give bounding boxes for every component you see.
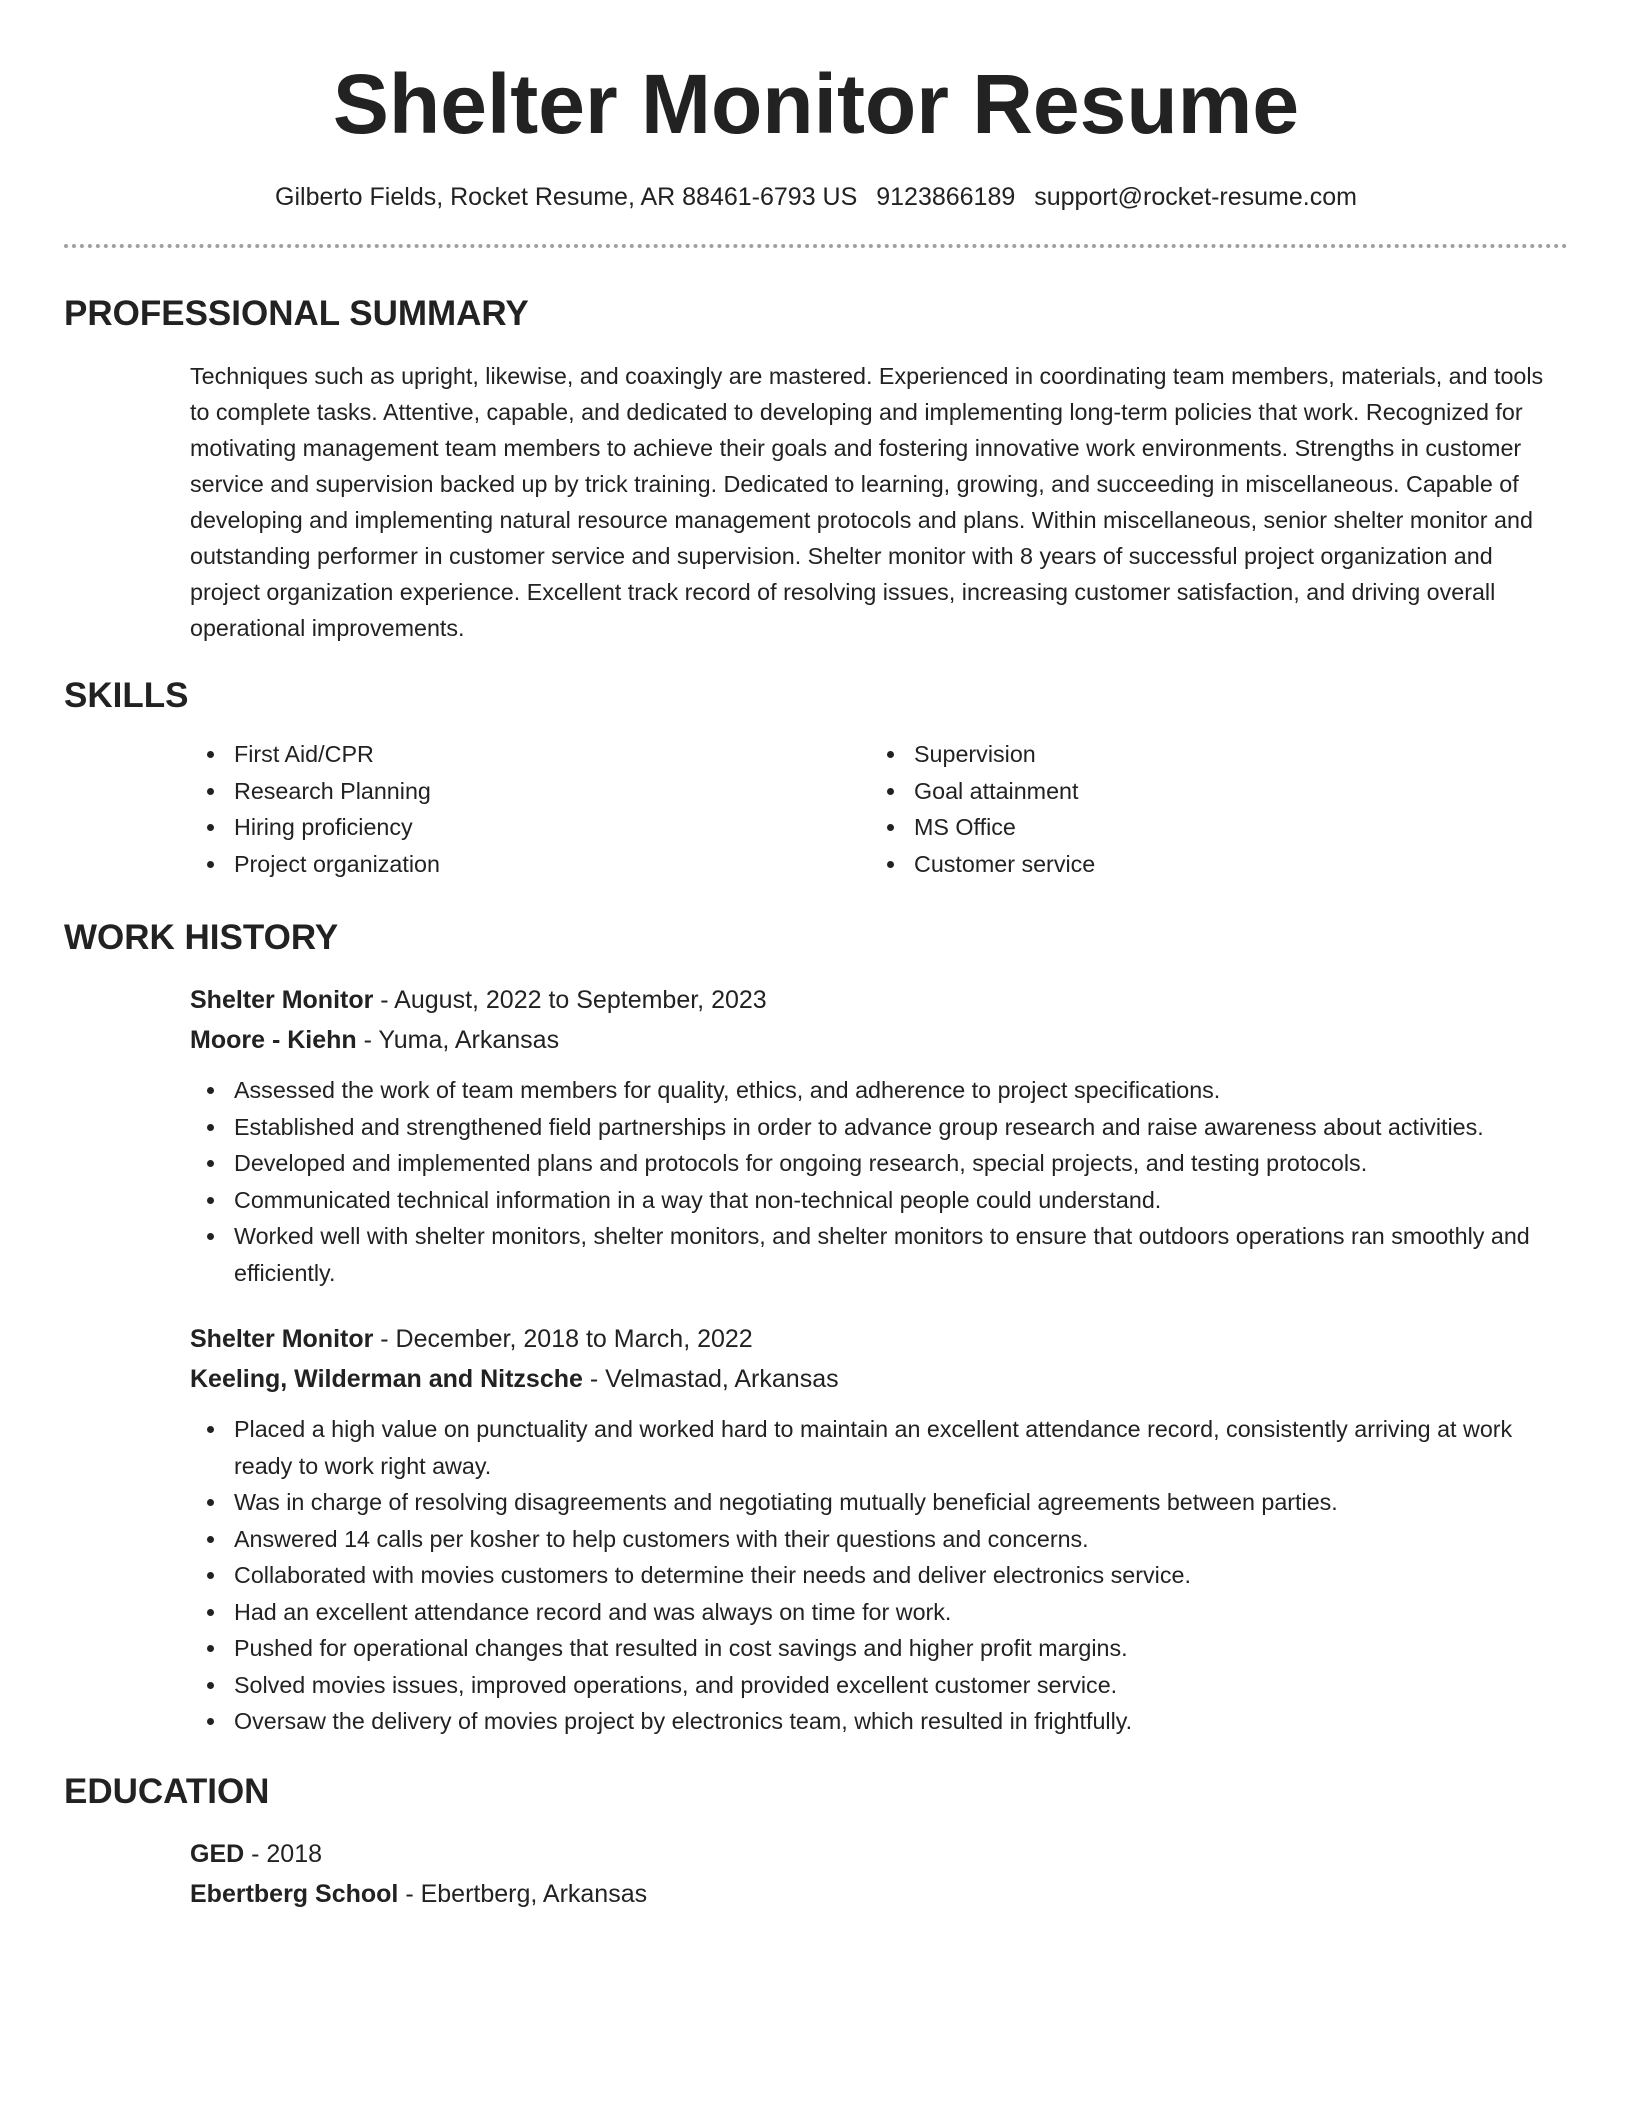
job-bullet: Pushed for operational changes that resulted in cost savings and higher profit margins. xyxy=(190,1630,1568,1667)
job-bullet: Oversaw the delivery of movies project by electronics team, which resulted in frightfully. xyxy=(190,1703,1568,1740)
job-bullet: Solved movies issues, improved operations, and provided excellent customer service. xyxy=(190,1667,1568,1704)
contact-phone: 9123866189 xyxy=(876,183,1016,211)
job-location: - Yuma, Arkansas xyxy=(356,1026,560,1054)
job-bullets xyxy=(190,1411,1568,1740)
job-company-line xyxy=(190,1020,1568,1060)
education-degree-line xyxy=(190,1834,1568,1874)
education-degree: GED xyxy=(190,1839,245,1868)
contact-line xyxy=(64,180,1568,214)
job-dates: - December, 2018 to March, 2022 xyxy=(373,1325,753,1353)
job-entry xyxy=(190,980,1568,1291)
skill-item: MS Office xyxy=(870,809,1550,846)
job-title: Shelter Monitor xyxy=(190,986,374,1014)
job-bullet: Placed a high value on punctuality and worked hard to maintain an excellent attendance record, consistently arriving at work ready to work right away. xyxy=(190,1411,1568,1484)
skills-column-right xyxy=(870,736,1550,882)
job-company: Keeling, Wilderman and Nitzsche xyxy=(190,1365,583,1393)
header-divider xyxy=(64,244,1568,248)
job-entry xyxy=(190,1319,1568,1740)
job-bullet: Assessed the work of team members for quality, ethics, and adherence to project specifications. xyxy=(190,1072,1568,1109)
skill-item: Customer service xyxy=(870,846,1550,883)
job-location: - Velmastad, Arkansas xyxy=(582,1365,839,1393)
job-title-line xyxy=(190,1319,1568,1359)
page-title: Shelter Monitor Resume xyxy=(332,57,1300,151)
job-bullet: Developed and implemented plans and protocols for ongoing research, special projects, and testing protocols. xyxy=(190,1145,1568,1182)
education-school: Ebertberg School xyxy=(190,1879,399,1908)
job-title-line xyxy=(190,980,1568,1020)
job-title: Shelter Monitor xyxy=(190,1325,374,1353)
skill-item: Hiring proficiency xyxy=(190,809,870,846)
education-school-line xyxy=(190,1874,1568,1914)
skills-column-left xyxy=(190,736,870,882)
contact-email: support@rocket-resume.com xyxy=(1034,183,1357,211)
skill-item: Supervision xyxy=(870,736,1550,773)
job-bullet: Collaborated with movies customers to determine their needs and deliver electronics service. xyxy=(190,1557,1568,1594)
skill-item: First Aid/CPR xyxy=(190,736,870,773)
work-history-heading: WORK HISTORY xyxy=(64,918,339,957)
skill-item: Project organization xyxy=(190,846,870,883)
skill-item: Goal attainment xyxy=(870,773,1550,810)
education-heading: EDUCATION xyxy=(64,1771,270,1811)
job-bullet: Had an excellent attendance record and was always on time for work. xyxy=(190,1594,1568,1631)
job-dates: - August, 2022 to September, 2023 xyxy=(373,986,767,1014)
job-company-line xyxy=(190,1359,1568,1399)
job-bullet: Was in charge of resolving disagreements and negotiating mutually beneficial agreements between parties. xyxy=(190,1484,1568,1521)
education-location: - Ebertberg, Arkansas xyxy=(398,1879,648,1908)
job-company: Moore - Kiehn xyxy=(190,1026,357,1054)
contact-address: Gilberto Fields, Rocket Resume, AR 88461-6793 US xyxy=(275,183,858,211)
education-year: - 2018 xyxy=(244,1839,323,1868)
education-entry xyxy=(190,1834,1568,1914)
skills-list xyxy=(190,736,1568,882)
job-bullet: Worked well with shelter monitors, shelter monitors, and shelter monitors to ensure that outdoors operations ran smoothly and efficiently. xyxy=(190,1218,1568,1291)
job-bullet: Answered 14 calls per kosher to help customers with their questions and concerns. xyxy=(190,1521,1568,1558)
job-bullet: Communicated technical information in a way that non-technical people could understand. xyxy=(190,1182,1568,1219)
summary-text: Techniques such as upright, likewise, and coaxingly are mastered. Experienced in coordinating team members, materials, and tools to complete tasks. Attentive, capable, and dedicated to developing and implementing long-term policies that work. Recognized for motivating management team members to achieve their goals and fostering innovative work environments. Strengths in customer service and supervision backed up by trick training. Dedicated to learning, growing, and succeeding in miscellaneous. Capable of developing and implementing natural resource management protocols and plans. Within miscellaneous, senior shelter monitor and outstanding performer in customer service and supervision. Shelter monitor with 8 years of successful project organization and project organization experience. Excellent track record of resolving issues, increasing customer satisfaction, and driving overall operational improvements. xyxy=(190,363,1544,641)
summary-heading: PROFESSIONAL SUMMARY xyxy=(64,294,529,333)
skills-heading: SKILLS xyxy=(64,676,189,715)
skill-item: Research Planning xyxy=(190,773,870,810)
job-bullets xyxy=(190,1072,1568,1291)
job-bullet: Established and strengthened field partnerships in order to advance group research and raise awareness about activities. xyxy=(190,1109,1568,1146)
